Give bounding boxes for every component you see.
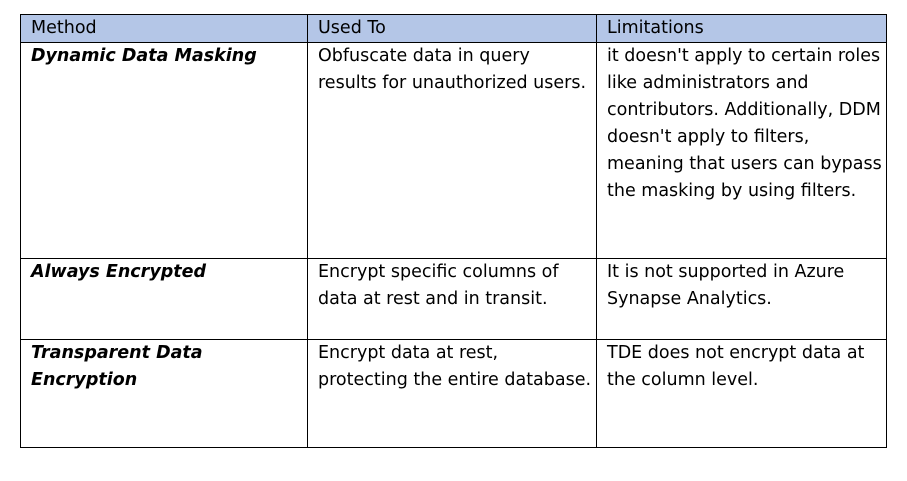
used-to-cell: Encrypt specific columns of data at rest and in transit. xyxy=(308,259,597,340)
method-cell: Dynamic Data Masking xyxy=(21,43,308,259)
limitations-cell: TDE does not encrypt data at the column level. xyxy=(597,340,887,448)
table-body xyxy=(21,43,887,448)
table-row xyxy=(21,43,887,259)
limitations-cell: It is not supported in Azure Synapse Analytics. xyxy=(597,259,887,340)
header-method: Method xyxy=(21,15,308,43)
table-row xyxy=(21,340,887,448)
method-cell: Transparent Data Encryption xyxy=(21,340,308,448)
limitations-cell: it doesn't apply to certain roles like administrators and contributors. Additionally, DDM doesn't apply to filters, meaning that users can bypass the masking by using filters. xyxy=(597,43,887,259)
table-header xyxy=(21,15,887,43)
header-limitations: Limitations xyxy=(597,15,887,43)
used-to-cell: Encrypt data at rest, protecting the entire database. xyxy=(308,340,597,448)
header-used-to: Used To xyxy=(308,15,597,43)
header-row xyxy=(21,15,887,43)
method-cell: Always Encrypted xyxy=(21,259,308,340)
encryption-methods-table xyxy=(20,14,887,448)
table-row xyxy=(21,259,887,340)
used-to-cell: Obfuscate data in query results for unauthorized users. xyxy=(308,43,597,259)
